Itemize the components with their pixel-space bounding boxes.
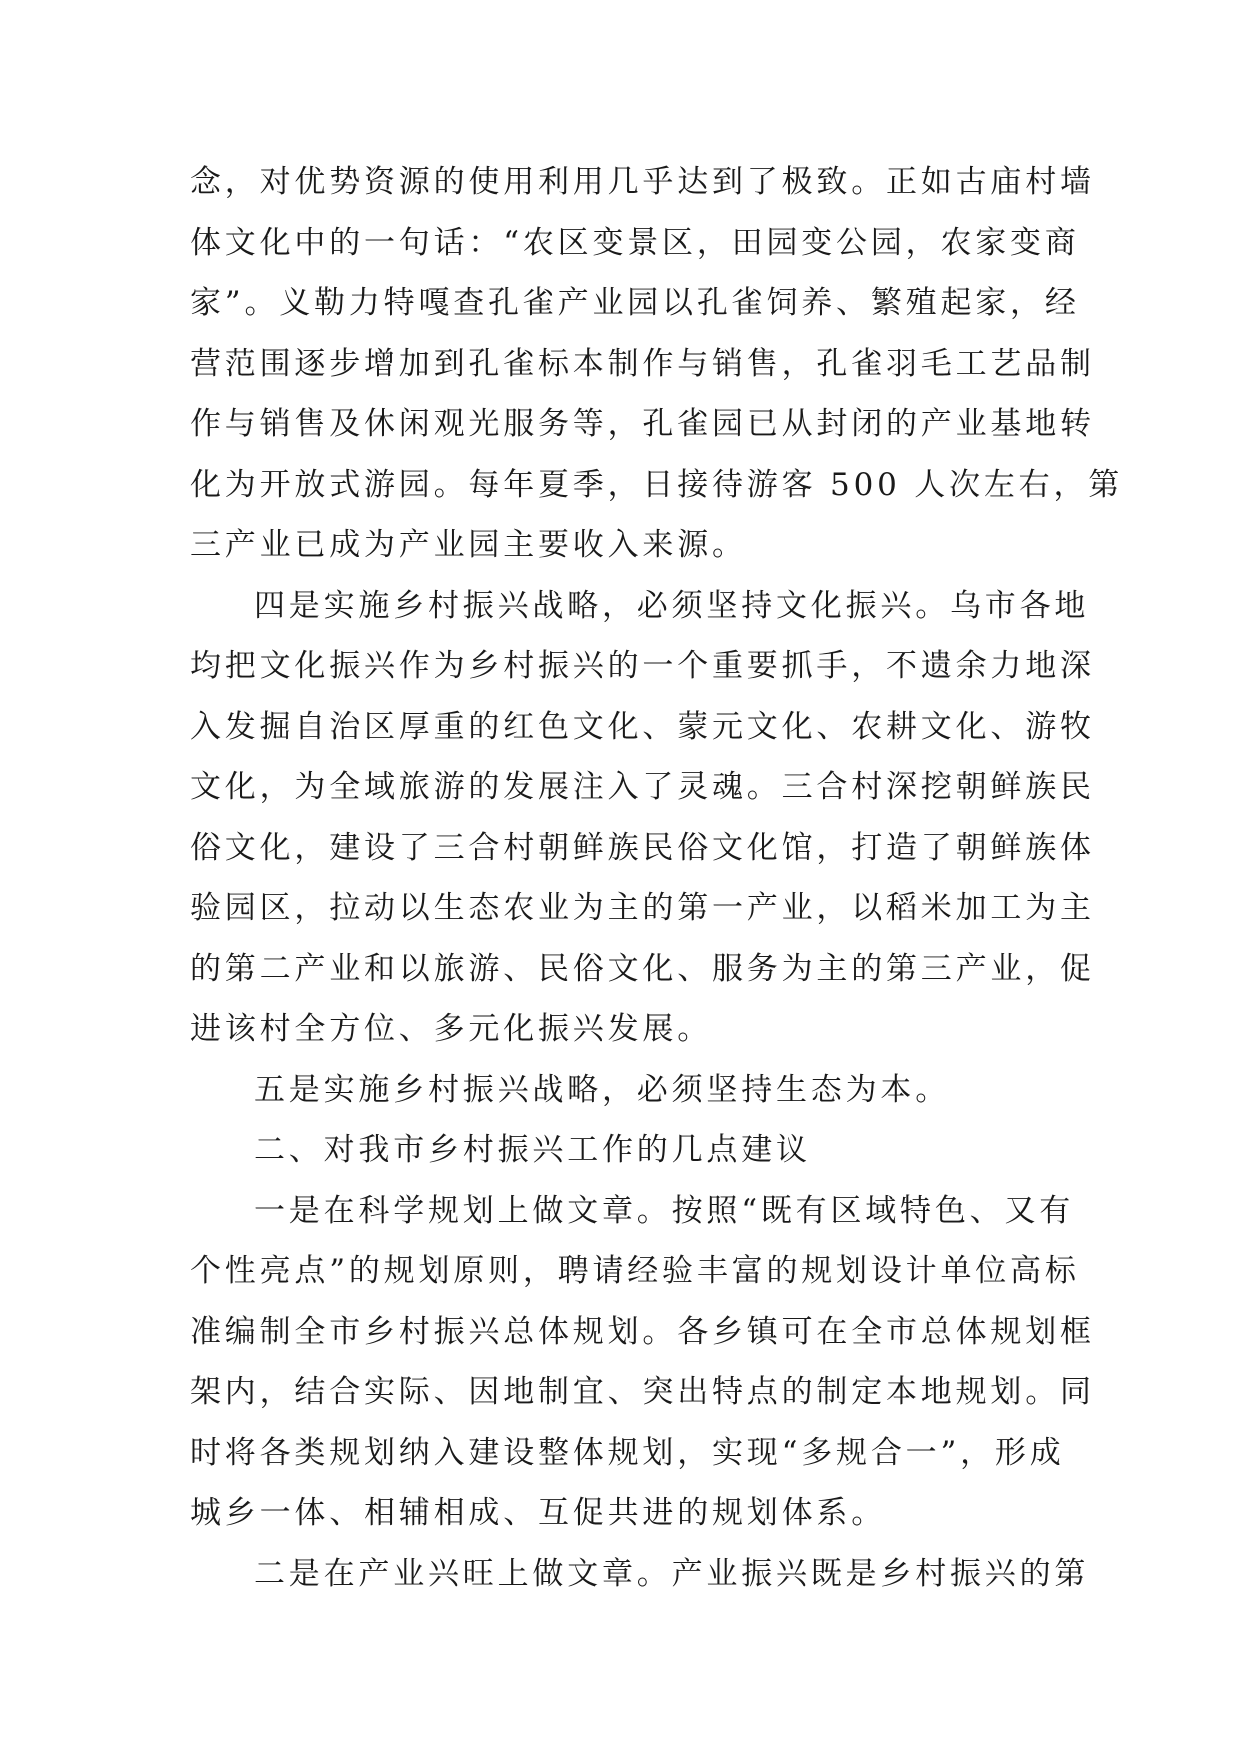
paragraph-start-line: 二是在产业兴旺上做文章。产业振兴既是乡村振兴的第 [254, 1555, 1090, 1592]
text-line: 营范围逐步增加到孔雀标本制作与销售，孔雀羽毛工艺品制 [190, 345, 1095, 382]
text-line: 作与销售及休闲观光服务等，孔雀园已从封闭的产业基地转 [190, 406, 1095, 442]
text-line: 时将各类规划纳入建设整体规划，实现“多规合一”，形成 [190, 1434, 1065, 1471]
paragraph-start-line: 四是实施乡村振兴战略，必须坚持文化振兴。乌市各地 [254, 587, 1090, 624]
text-line: 个性亮点”的规划原则，聘请经验丰富的规划设计单位高标 [190, 1253, 1080, 1289]
text-line: 念，对优势资源的使用利用几乎达到了极致。正如古庙村墙 [190, 164, 1095, 200]
text-line: 入发掘自治区厚重的红色文化、蒙元文化、农耕文化、游牧 [190, 708, 1095, 745]
text-line: 城乡一体、相辅相成、互促共进的规划体系。 [190, 1495, 886, 1531]
text-line: 验园区，拉动以生态农业为主的第一产业，以稻米加工为主 [190, 890, 1095, 926]
text-line: 准编制全市乡村振兴总体规划。各乡镇可在全市总体规划框 [190, 1313, 1095, 1350]
text-line: 文化，为全域旅游的发展注入了灵魂。三合村深挖朝鲜族民 [190, 769, 1095, 805]
section-heading: 二、对我市乡村振兴工作的几点建议 [254, 1132, 811, 1168]
text-line: 三产业已成为产业园主要收入来源。 [190, 527, 747, 563]
text-line: 俗文化，建设了三合村朝鲜族民俗文化馆，打造了朝鲜族体 [190, 829, 1095, 866]
text-line: 的第二产业和以旅游、民俗文化、服务为主的第三产业，促 [190, 950, 1095, 987]
paragraph-start-line: 一是在科学规划上做文章。按照“既有区域特色、又有 [254, 1192, 1075, 1229]
text-line: 家”。义勒力特嘎查孔雀产业园以孔雀饲养、繁殖起家，经 [190, 285, 1080, 321]
text-line: 均把文化振兴作为乡村振兴的一个重要抓手，不遗余力地深 [190, 648, 1095, 684]
paragraph-start-line: 五是实施乡村振兴战略，必须坚持生态为本。 [254, 1071, 950, 1108]
text-line: 化为开放式游园。每年夏季，日接待游客 500 人次左右，第 [190, 466, 1124, 503]
text-line: 进该村全方位、多元化振兴发展。 [190, 1011, 712, 1047]
text-line: 体文化中的一句话：“农区变景区，田园变公园，农家变商 [190, 224, 1080, 261]
document-body [190, 152, 1124, 1604]
text-line: 架内，结合实际、因地制宜、突出特点的制定本地规划。同 [190, 1374, 1095, 1410]
